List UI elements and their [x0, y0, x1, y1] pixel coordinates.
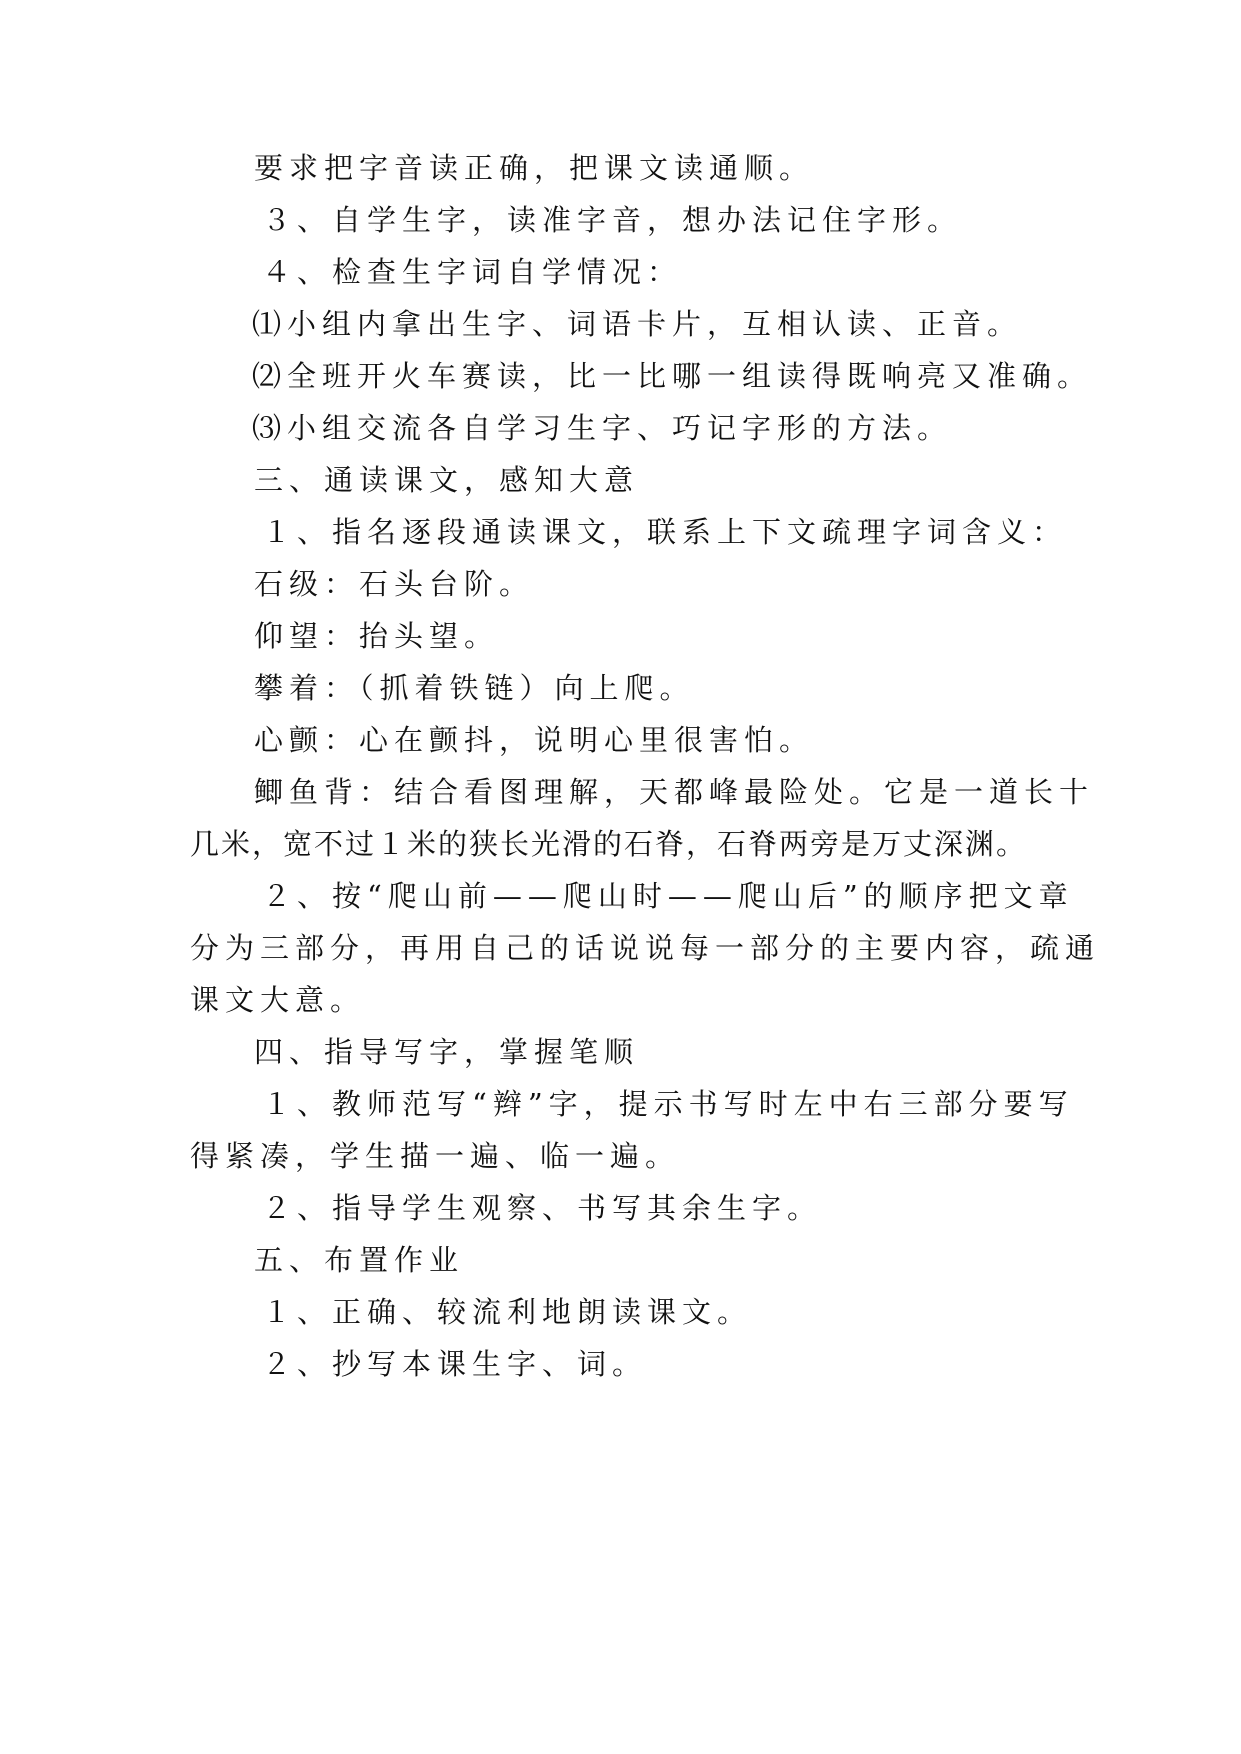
term-definition: 仰望：抬头望。 [254, 619, 500, 653]
sub-list-item: ⑴小组内拿出生字、词语卡片，互相认读、正音。 [252, 307, 1023, 341]
paragraph-line: 课文大意。 [190, 983, 366, 1017]
paragraph-line: 几米，宽不过１米的狭长光滑的石脊，石脊两旁是万丈深渊。 [190, 827, 1028, 861]
term-definition: 攀着：（抓着铁链）向上爬。 [254, 671, 695, 705]
paragraph-line: 分为三部分，再用自己的话说说每一部分的主要内容，疏通 [190, 931, 1101, 965]
list-item: ２、指导学生观察、书写其余生字。 [262, 1191, 823, 1225]
term-definition: 心颤：心在颤抖，说明心里很害怕。 [254, 723, 815, 757]
paragraph-line: 得紧凑，学生描一遍、临一遍。 [190, 1139, 681, 1173]
term-definition: 鲫鱼背：结合看图理解，天都峰最险处。它是一道长十 [254, 775, 1095, 809]
section-heading: 四、指导写字，掌握笔顺 [254, 1035, 640, 1069]
sub-list-item: ⑵全班开火车赛读，比一比哪一组读得既响亮又准确。 [252, 359, 1093, 393]
list-item: １、正确、较流利地朗读课文。 [262, 1295, 753, 1329]
list-item: ２、抄写本课生字、词。 [262, 1347, 648, 1381]
list-item: １、指名逐段通读课文，联系上下文疏理字词含义： [262, 515, 1068, 549]
list-item: ３、自学生字，读准字音，想办法记住字形。 [262, 203, 963, 237]
section-heading: 三、通读课文，感知大意 [254, 463, 640, 497]
term-definition: 石级：石头台阶。 [254, 567, 535, 601]
list-item: ４、检查生字词自学情况： [262, 255, 683, 289]
list-item: ２、按“爬山前——爬山时——爬山后”的顺序把文章 [262, 879, 1074, 913]
section-heading: 五、布置作业 [254, 1243, 465, 1277]
sub-list-item: ⑶小组交流各自学习生字、巧记字形的方法。 [252, 411, 953, 445]
list-item: １、教师范写“辫”字，提示书写时左中右三部分要写 [262, 1087, 1074, 1121]
paragraph-line: 要求把字音读正确，把课文读通顺。 [254, 151, 815, 185]
